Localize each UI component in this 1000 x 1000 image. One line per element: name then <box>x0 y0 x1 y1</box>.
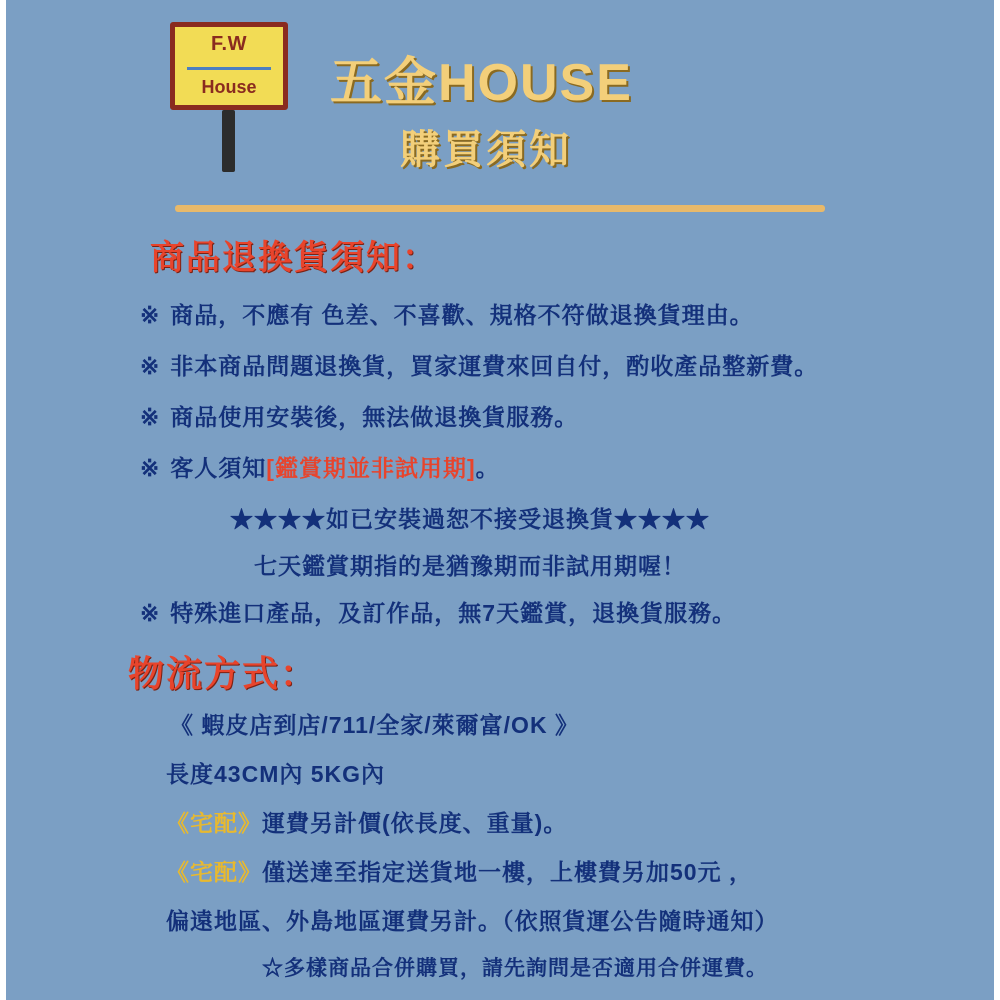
shop-sign-logo <box>170 22 290 110</box>
logistics-line: 偏遠地區、外島地區運費另計。（依照貨運公告隨時通知） <box>166 908 779 934</box>
header-divider <box>175 205 825 212</box>
list-item <box>140 399 1000 432</box>
emphasis-line: ★★★★如已安裝過恕不接受退換貨★★★★ <box>230 506 710 532</box>
logistics-footnote: ☆多樣商品合併購買，請先詢問是否適用合併運費。 <box>262 957 768 980</box>
list-item-text: 商品使用安裝後，無法做退換貨服務。 <box>170 404 579 430</box>
customer-notice-text: 客人須知 <box>170 455 267 481</box>
bullet-mark-icon: ※ <box>140 353 161 379</box>
logistics-line-text: 僅送達至指定送貨地一樓，上樓費另加50元 ， <box>262 859 753 885</box>
list-item <box>140 348 1000 381</box>
sign-brand-word: House <box>201 77 257 97</box>
bullet-mark-icon: ※ <box>140 600 161 626</box>
sign-divider <box>187 67 271 70</box>
logistics-line: 長度43CM內 5KG內 <box>166 761 386 787</box>
emphasis-line: 七天鑑賞期指的是猶豫期而非試用期喔！ <box>254 553 686 579</box>
logistics-section-heading: 物流方式： <box>128 653 319 694</box>
list-item-text: 特殊進口產品，及訂作品，無7天鑑賞，退換貨服務。 <box>170 600 737 626</box>
customer-notice-item <box>140 450 1000 483</box>
sign-board <box>170 22 288 110</box>
list-item-text: 非本商品問題退換貨，買家運費來回自付，酌收產品整新費。 <box>170 353 819 379</box>
page-subtitle: 購買須知 <box>400 128 572 172</box>
customer-notice-tail: 。 <box>475 455 500 481</box>
customer-notice-highlight: [鑑賞期並非試用期] <box>266 455 476 481</box>
bullet-mark-icon: ※ <box>140 302 161 328</box>
page-content <box>0 230 1000 982</box>
list-item <box>140 297 1000 330</box>
returns-section-heading: 商品退換貨須知： <box>150 239 438 277</box>
list-item-text: 商品，不應有 色差、不喜歡、規格不符做退換貨理由。 <box>170 302 754 328</box>
logistics-line <box>166 805 1000 838</box>
logistics-tag: 《宅配》 <box>166 810 262 836</box>
page-header <box>0 0 1000 195</box>
logistics-line <box>166 854 1000 887</box>
sign-post <box>222 110 235 172</box>
list-item <box>140 595 1000 628</box>
bullet-mark-icon: ※ <box>140 455 161 481</box>
logistics-line: 《 蝦皮店到店/711/全家/萊爾富/OK 》 <box>170 712 579 738</box>
bullet-mark-icon: ※ <box>140 404 161 430</box>
page-title: 五金HOUSE <box>330 54 633 112</box>
sign-brand-initials: F.W <box>211 33 247 55</box>
logistics-line-text: 運費另計價(依長度、重量)。 <box>262 810 568 836</box>
logistics-tag: 《宅配》 <box>166 859 262 885</box>
